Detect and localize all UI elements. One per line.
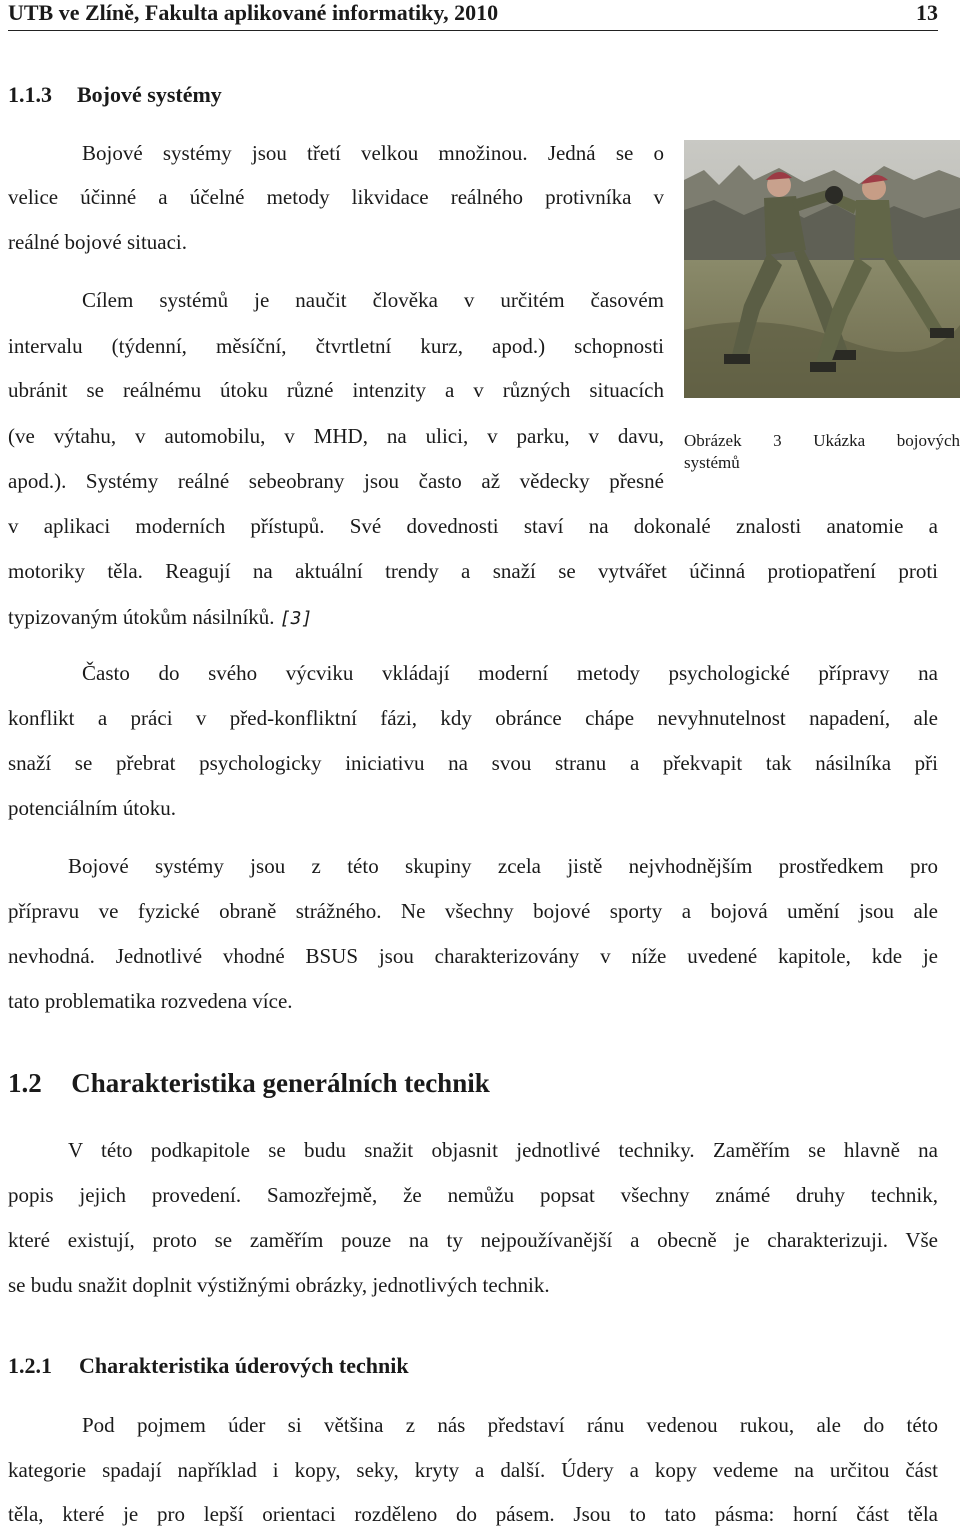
para5-line3: které existují, proto se zaměřím pouze na ty nejpoužívanější a obecně je charakterizuji. Vše: [8, 1228, 938, 1252]
section-title: Charakteristika generálních technik: [71, 1068, 490, 1098]
section-title: Bojové systémy: [77, 82, 222, 107]
para2-line4: (ve výtahu, v automobilu, v MHD, na ulici, v parku, v davu,: [8, 424, 664, 448]
section-number: 1.1.3: [8, 82, 52, 107]
para2-line7: motoriky těla. Reagují na aktuální trendy a snaží se vytvářet účinná protiopatření proti: [8, 559, 938, 583]
para3-line2: konflikt a práci v před-konfliktní fázi, kdy obránce chápe nevyhnutelnost napadení, ale: [8, 706, 938, 730]
para2-line2: intervalu (týdenní, měsíční, čtvrtletní kurz, apod.) schopnosti: [8, 334, 664, 358]
para4-line3: nevhodná. Jednotlivé vhodné BSUS jsou charakterizovány v níže uvedené kapitole, kde je: [8, 944, 938, 968]
para6-line3: těla, které je pro lepší orientaci rozděleno do pásem. Jsou to tato pásma: horní část těla: [8, 1502, 938, 1526]
section-number: 1.2.1: [8, 1353, 52, 1378]
section-number: 1.2: [8, 1068, 42, 1098]
section-heading-1-2-1: [8, 1353, 409, 1379]
section-title: Charakteristika úderových technik: [79, 1353, 409, 1378]
para3-line3: snaží se přebrat psychologicky iniciativu na svou stranu a překvapit tak násilníka při: [8, 751, 938, 775]
para6-line1: Pod pojmem úder si většina z nás představí ránu vedenou rukou, ale do této: [82, 1413, 938, 1437]
section-heading-1-2: [8, 1068, 490, 1099]
para5-line2: popis jejich provedení. Samozřejmě, že nemůžu popsat všechny známé druhy technik,: [8, 1183, 938, 1207]
para1-line3: reálné bojové situaci.: [8, 230, 188, 254]
citation-ref: [3]: [279, 608, 313, 629]
caption-line1: Obrázek 3 Ukázka bojových: [684, 431, 960, 450]
running-header: [8, 0, 938, 31]
caption-line2: systémů: [684, 453, 740, 472]
para1-line1: Bojové systémy jsou třetí velkou množinou. Jedná se o: [82, 141, 664, 165]
page-number: 13: [916, 0, 938, 25]
para4-line4: tato problematika rozvedena více.: [8, 989, 293, 1013]
figure-combat-systems-photo: [684, 140, 960, 398]
para3-line4: potenciálním útoku.: [8, 796, 176, 820]
para2-line8: [8, 604, 312, 632]
combat-photo-illustration: [684, 140, 960, 398]
para2-line6: v aplikaci moderních přístupů. Své dovednosti staví na dokonalé znalosti anatomie a: [8, 514, 938, 538]
header-title: UTB ve Zlíně, Fakulta aplikované informatiky, 2010: [8, 0, 499, 25]
para6-line2: kategorie spadají například i kopy, seky, kryty a další. Údery a kopy vedeme na určitou část: [8, 1458, 938, 1482]
para4-line2: přípravu ve fyzické obraně strážného. Ne všechny bojové sporty a bojová umění jsou ale: [8, 899, 938, 923]
para2-line5: apod.). Systémy reálné sebeobrany jsou často až vědecky přesné: [8, 469, 664, 493]
para2-line8-text: typizovaným útokům násilníků.: [8, 605, 275, 629]
para5-line4: se budu snažit doplnit výstižnými obrázky, jednotlivých technik.: [8, 1273, 550, 1297]
para3-line1: Často do svého výcviku vkládají moderní metody psychologické přípravy na: [82, 661, 938, 685]
para2-line3: ubránit se reálnému útoku různé intenzity a v různých situacích: [8, 378, 664, 402]
para4-line1: Bojové systémy jsou z této skupiny zcela jistě nejvhodnějším prostředkem pro: [68, 854, 938, 878]
para5-line1: V této podkapitole se budu snažit objasnit jednotlivé techniky. Zaměřím se hlavně na: [68, 1138, 938, 1162]
para2-line1: Cílem systémů je naučit člověka v určitém časovém: [82, 288, 664, 312]
para1-line2: velice účinné a účelné metody likvidace reálného protivníka v: [8, 185, 664, 209]
figure-caption: [684, 430, 960, 474]
section-heading-1-1-3: [8, 82, 222, 108]
